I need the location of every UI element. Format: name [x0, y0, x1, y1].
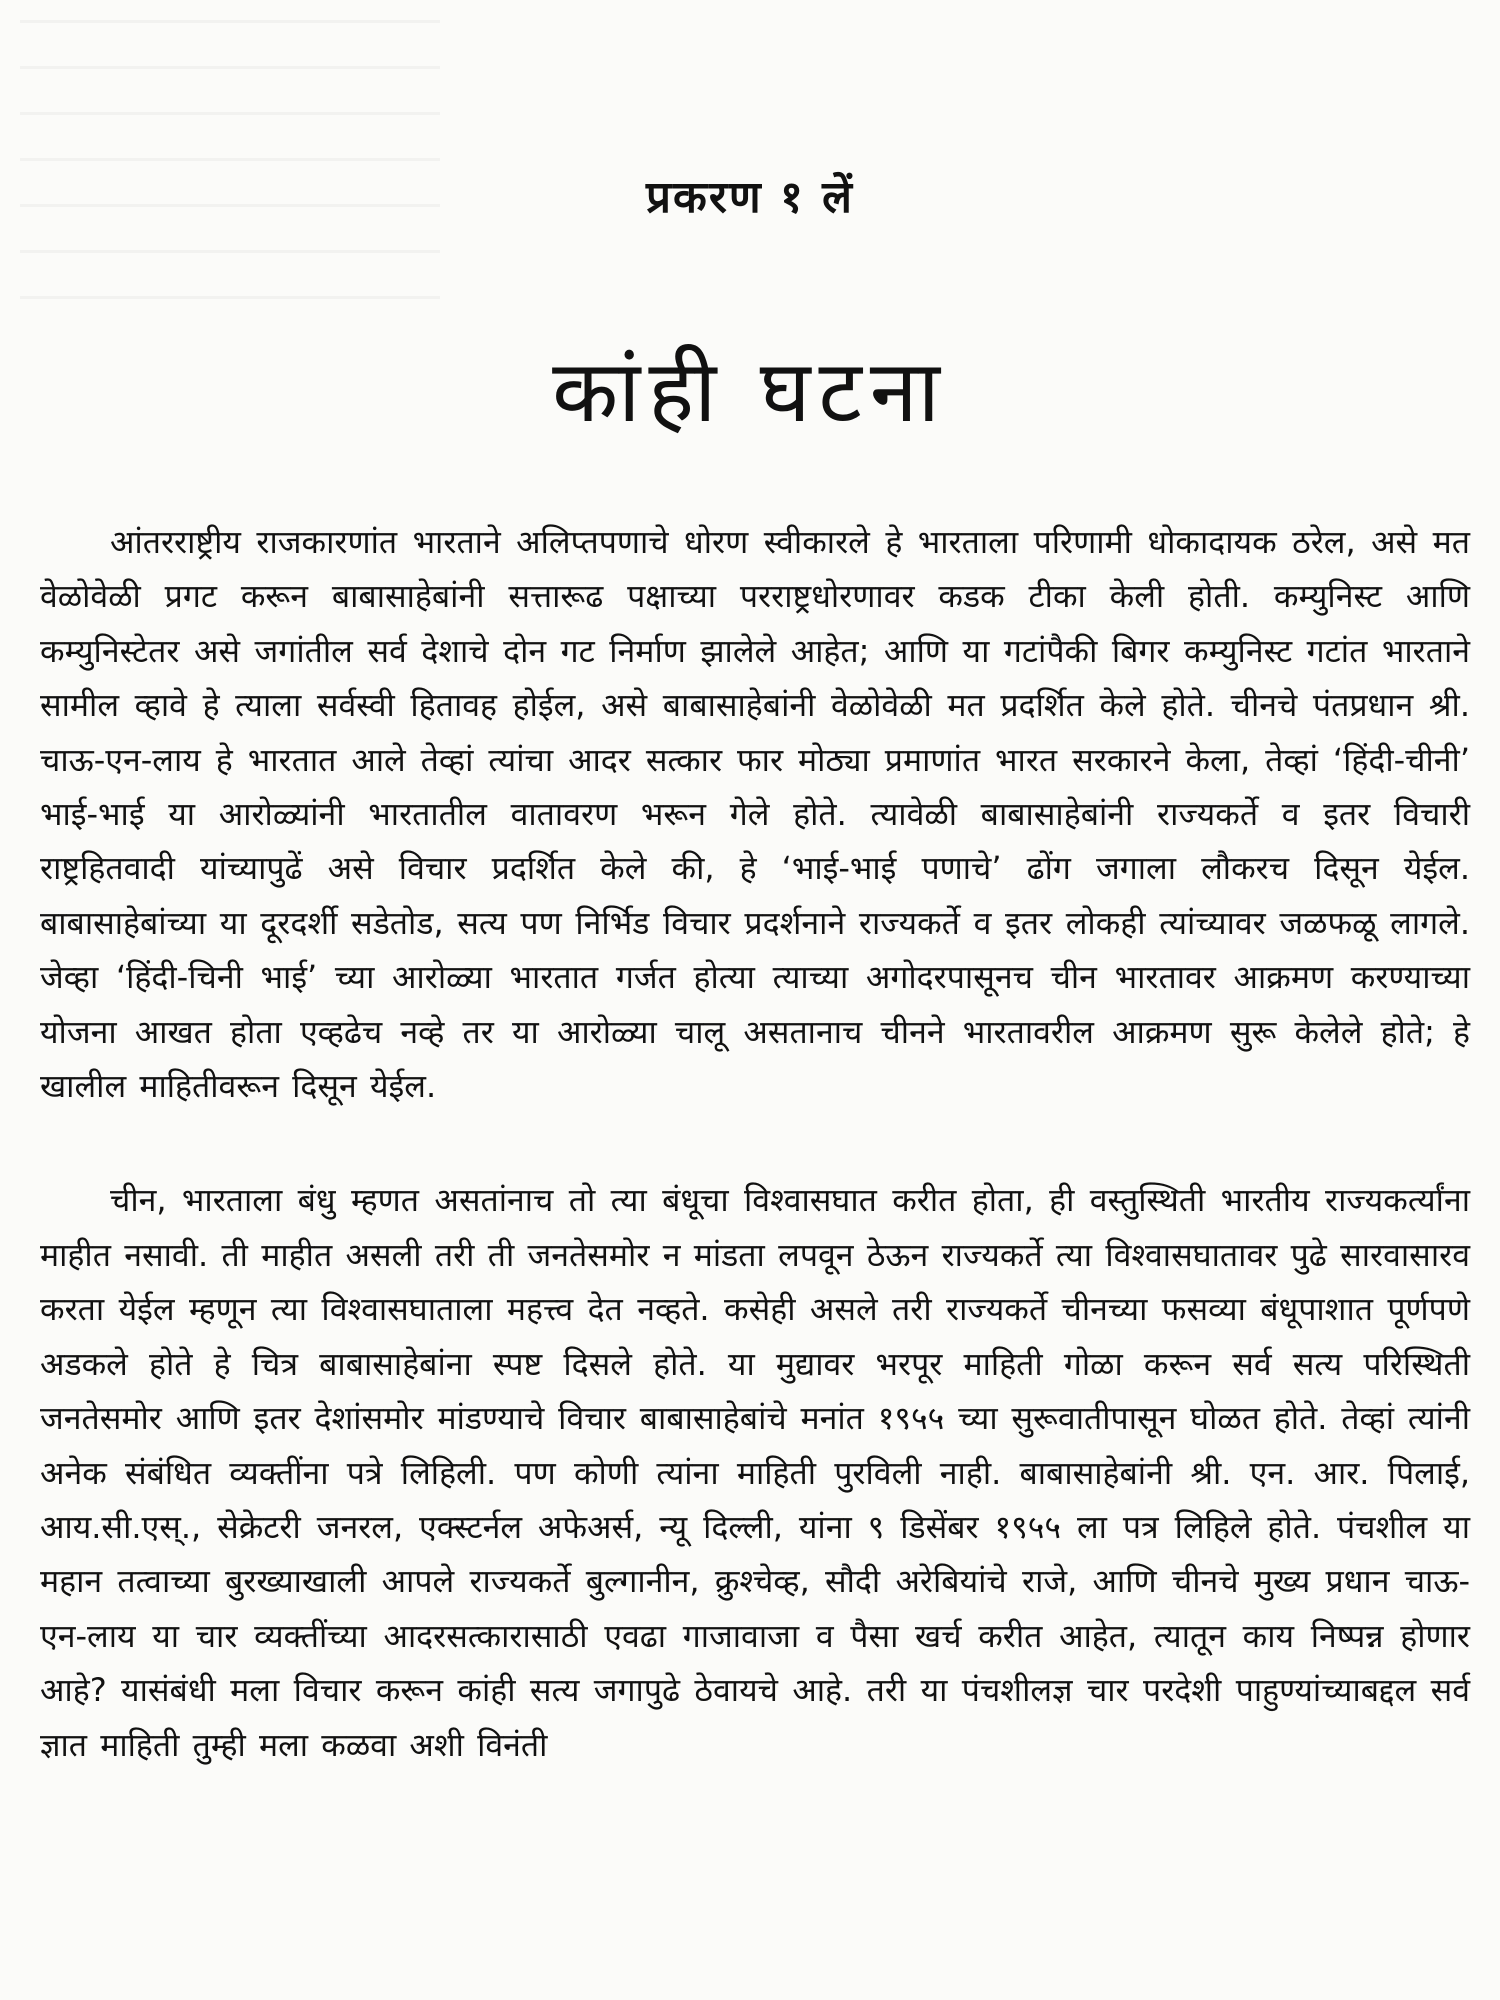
paragraph-1: आंतरराष्ट्रीय राजकारणांत भारताने अलिप्तपणाचे धोरण स्वीकारले हे भारताला परिणामी धोकादायक ठरेल, असे मत वेळोवेळी प्रगट करून बाबासाहेबांनी सत्तारूढ पक्षाच्या परराष्ट्रधोरणावर कडक टीका केली होती. कम्युनिस्ट आणि कम्युनिस्टेतर असे जगांतील सर्व देशाचे दोन गट निर्माण झालेले आहेत; आणि या गटांपैकी बिगर कम्युनिस्ट गटांत भारताने सामील व्हावे हे त्याला सर्वस्वी हितावह होईल, असे बाबासाहेबांनी वेळोवेळी मत प्रदर्शित केले होते. चीनचे पंतप्रधान श्री. चाऊ-एन-लाय हे भारतात आले तेव्हां त्यांचा आदर सत्कार फार मोठ्या प्रमाणांत भारत सरकारने केला, तेव्हां ‘हिंदी-चीनी’ भाई-भाई या आरोळ्यांनी भारतातील वातावरण भरून गेले होते. त्यावेळी बाबासाहेबांनी राज्यकर्ते व इतर विचारी राष्ट्रहितवादी यांच्यापुढें असे विचार प्रदर्शित केले की, हे ‘भाई-भाई पणाचे’ ढोंग जगाला लौकरच दिसून येईल. बाबासाहेबांच्या या दूरदर्शी सडेतोड, सत्य पण निर्भिड विचार प्रदर्शनाने राज्यकर्ते व इतर लोकही त्यांच्यावर जळफळू लागले. जेव्हा ‘हिंदी-चिनी भाई’ च्या आरोळ्या भारतात गर्जत होत्या त्याच्या अगोदरपासूनच चीन भारतावर आक्रमण करण्याच्या योजना आखत होता एव्हढेच नव्हे तर या आरोळ्या चालू असतानाच चीनने भारतावरील आक्रमण सुरू केलेले होते; हे खालील माहितीवरून दिसून येईल. — [40, 523, 1470, 1106]
body-text — [40, 515, 1470, 1772]
chapter-label: प्रकरण १ लें — [646, 172, 854, 223]
chapter-title: कांही घटना — [552, 342, 948, 442]
paragraph-2: चीन, भारताला बंधु म्हणत असतांनाच तो त्या बंधूचा विश्वासघात करीत होता, ही वस्तुस्थिती भारतीय राज्यकर्त्यांना माहीत नसावी. ती माहीत असली तरी ती जनतेसमोर न मांडता लपवून ठेऊन राज्यकर्ते त्या विश्वासघातावर पुढे सारवासारव करता येईल म्हणून त्या विश्वासघाताला महत्त्व देत नव्हते. कसेही असले तरी राज्यकर्ते चीनच्या फसव्या बंधूपाशात पूर्णपणे अडकले होते हे चित्र बाबासाहेबांना स्पष्ट दिसले होते. या मुद्यावर भरपूर माहिती गोळा करून सर्व सत्य परिस्थिती जनतेसमोर आणि इतर देशांसमोर मांडण्याचे विचार बाबासाहेबांचे मनांत १९५५ च्या सुरूवातीपासून घोळत होते. तेव्हां त्यांनी अनेक संबंधित व्यक्तींना पत्रे लिहिली. पण कोणी त्यांना माहिती पुरविली नाही. बाबासाहेबांनी श्री. एन. आर. पिलाई, आय.सी.एस्., सेक्रेटरी जनरल, एक्स्टर्नल अफेअर्स, न्यू दिल्ली, यांना ९ डिसेंबर १९५५ ला पत्र लिहिले होते. पंचशील या महान तत्वाच्या बुरख्याखाली आपले राज्यकर्ते बुल्गानीन, क्रुश्चेव्ह, सौदी अरेबियांचे राजे, आणि चीनचे मुख्य प्रधान चाऊ-एन-लाय या चार व्यक्तींच्या आदरसत्कारासाठी एवढा गाजावाजा व पैसा खर्च करीत आहेत, त्यातून काय निष्पन्न होणार आहे? यासंबंधी मला विचार करून कांही सत्य जगापुढे ठेवायचे आहे. तरी या पंचशीलज्ञ चार परदेशी पाहुण्यांच्याबद्दल सर्व ज्ञात माहिती तुम्ही मला कळवा अशी विनंती — [40, 1181, 1470, 1764]
